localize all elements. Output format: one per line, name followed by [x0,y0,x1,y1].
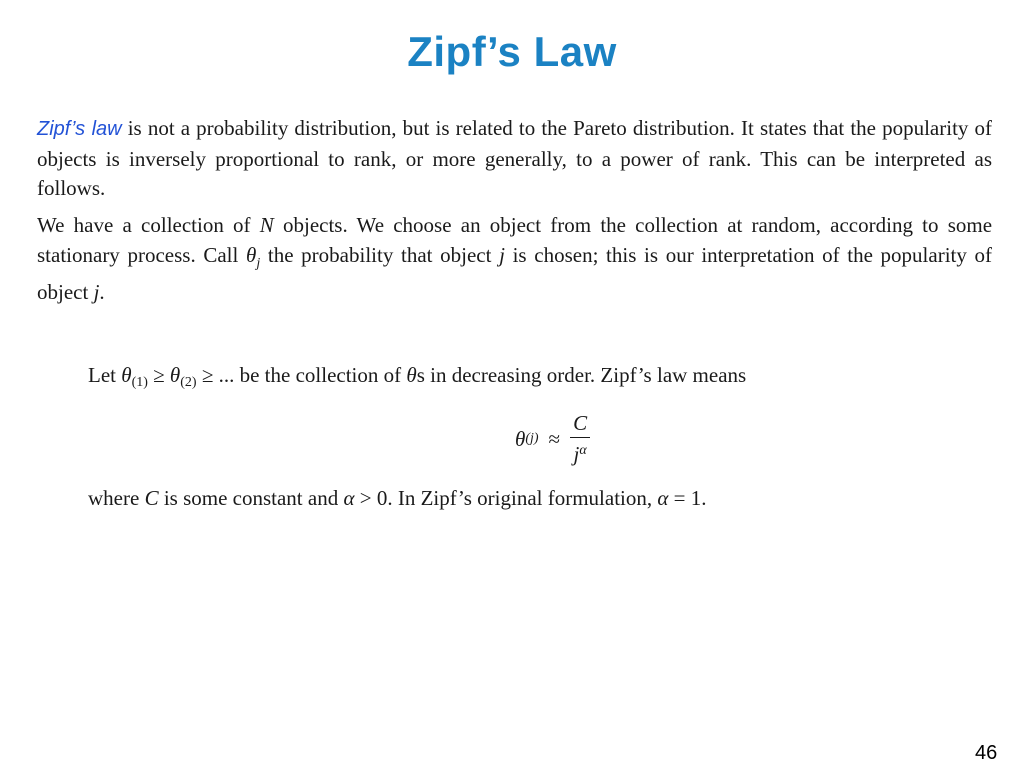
math-alpha: α [343,486,355,510]
text-fragment: Let [88,363,116,387]
text-fragment: objects. We choose an object from the collection at random, according to some stationary process. Call [37,213,993,267]
math-subscript: (j) [525,431,539,446]
math-subscript-j: j [256,255,261,271]
math-theta: θ [515,426,526,451]
math-geq: ≥ [201,363,214,387]
text-fragment: ... be the collection of [218,363,402,387]
math-theta: θ [121,363,132,387]
text-fragment: s in decreasing order. Zipf’s law means [416,363,747,387]
text-fragment: = 1. [673,486,707,510]
zipf-law-term: Zipf’s law [37,118,122,140]
let-statement [88,363,958,391]
math-fraction [570,411,590,467]
fraction-numerator: C [570,411,590,438]
text-fragment: is some constant and [163,486,339,510]
paragraph-zipf-definition [37,114,992,204]
math-variable-n: N [259,213,274,237]
text-fragment: where [88,486,140,510]
math-approx: ≈ [548,426,561,451]
math-theta: θ [246,242,257,267]
text-fragment: We have a collection of [37,213,251,237]
page-number: 46 [975,742,998,764]
text-fragment: the probability that object [267,242,492,267]
text-fragment: . [99,280,105,304]
fraction-denominator [573,438,586,467]
math-variable-c: C [144,486,159,510]
math-theta: θ [406,363,417,387]
paragraph-text: is not a probability distribution, but is related to the Pareto distribution. It states that the popularity of objects is inversely proportional to rank, or more generally, to a power of rank. This can be interpreted as follows. [37,116,992,200]
text-fragment: is chosen; this is our interpretation of the popularity of object [37,242,993,304]
paragraph-collection-description [37,211,992,308]
math-subscript: (1) [131,375,148,390]
zipf-formula [515,408,590,470]
math-theta: θ [169,363,181,387]
math-geq: ≥ [153,363,165,387]
where-statement [88,486,958,511]
denominator-base: j [573,442,580,466]
math-subscript: (2) [180,375,197,390]
denominator-exponent: α [579,443,587,458]
text-fragment: > 0. In Zipf’s original formulation, [359,486,653,510]
math-variable-j: j [93,280,100,304]
math-alpha: α [657,486,669,510]
slide-title: Zipf’s Law [407,28,617,75]
math-variable-j: j [499,242,505,267]
